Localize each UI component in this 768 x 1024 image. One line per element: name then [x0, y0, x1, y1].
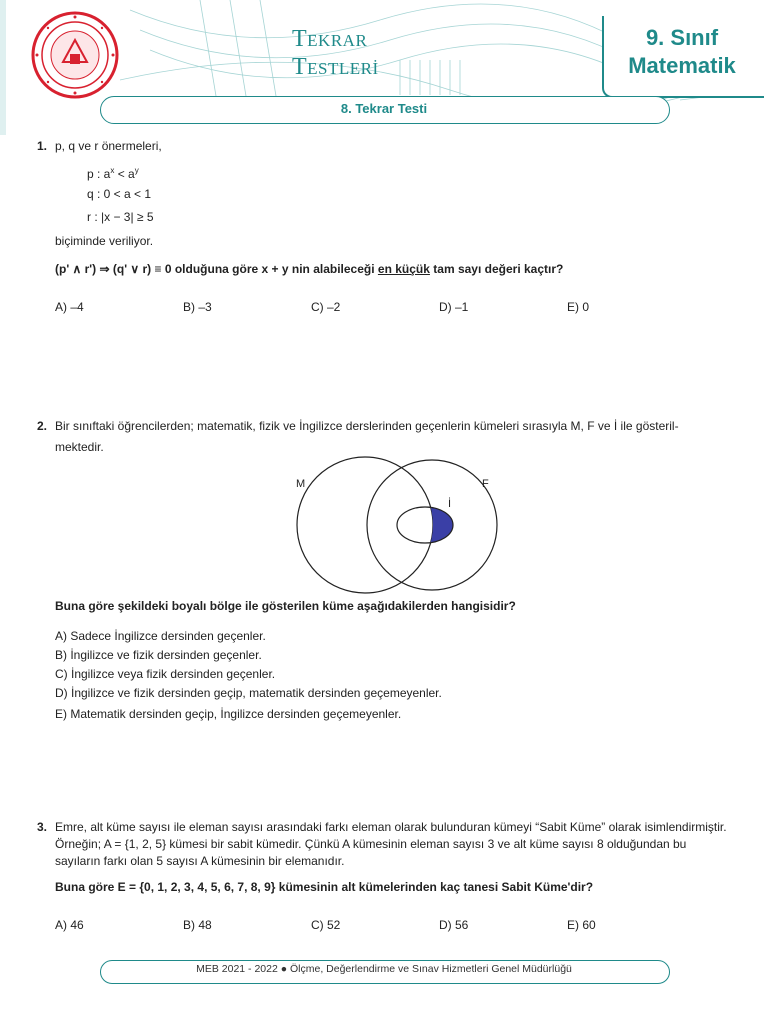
- q3-question: Buna göre E = {0, 1, 2, 3, 4, 5, 6, 7, 8, 9} kümesinin alt kümelerinden kaç tanesi Sabit Küme'dir?: [55, 880, 594, 894]
- q2-text-line2: mektedir.: [55, 440, 104, 454]
- q1-p-definition: p : $a^x < a^y$: [87, 166, 139, 181]
- series-title-initial-1: T: [292, 26, 308, 52]
- q2-option-c[interactable]: C) İngilizce veya fizik dersinden geçenler.: [55, 667, 276, 681]
- q2-option-d[interactable]: D) İngilizce ve fizik dersinden geçip, matematik dersinden geçemeyenler.: [55, 686, 442, 700]
- q1-option-e[interactable]: E) 0: [567, 300, 590, 314]
- q1-given: biçiminde veriliyor.: [55, 234, 154, 248]
- q1-number: 1.: [37, 139, 48, 153]
- grade-label: [612, 24, 752, 80]
- series-title: [292, 26, 379, 82]
- label-m: M: [296, 478, 306, 490]
- venn-diagram: [280, 455, 520, 595]
- q1-question: (p' ∧ r') ⇒ (q' ∨ r) ≡ 0 olduğuna göre x + y nin alabileceği en küçük tam sayı değeri kaçtır?: [55, 262, 564, 276]
- series-title-rest-1: EKRAR: [307, 31, 368, 50]
- test-title: 8. Tekrar Testi: [340, 101, 428, 116]
- q2-number: 2.: [37, 419, 48, 433]
- series-title-rest-2: ESTLERİ: [307, 59, 379, 78]
- label-i: İ: [448, 498, 452, 510]
- q1-option-b[interactable]: B) –3: [183, 300, 212, 314]
- q3-option-d[interactable]: D) 56: [439, 918, 469, 932]
- ministry-logo: [30, 10, 120, 100]
- circle-m: [297, 457, 433, 593]
- q1-option-c[interactable]: C) –2: [311, 300, 341, 314]
- grade-line-1: 9. Sınıf: [645, 25, 719, 50]
- q3-line1: Emre, alt küme sayısı ile eleman sayısı arasındaki farkı eleman olarak bulunduran kümeyi “Sabit Küme” olarak isimlendirmiştir.: [55, 820, 727, 834]
- circle-f: [367, 460, 497, 590]
- q3-option-a[interactable]: A) 46: [55, 918, 84, 932]
- q1-emphasis: en küçük: [377, 262, 430, 276]
- q2-option-b[interactable]: B) İngilizce ve fizik dersinden geçenler.: [55, 648, 262, 662]
- series-title-initial-2: T: [292, 54, 308, 80]
- q1-q-definition: q : 0 < a < 1: [87, 187, 152, 201]
- q2-text-line1: Bir sınıftaki öğrencilerden; matematik, fizik ve İngilizce derslerinden geçenlerin kümeleri sırasıyla M, F ve İ ile gösteril-: [55, 419, 679, 433]
- q1-r-definition: r : |x − 3| ≥ 5: [87, 210, 154, 224]
- q2-question: Buna göre şekildeki boyalı bölge ile gösterilen küme aşağıdakilerden hangisidir?: [55, 599, 516, 613]
- q3-option-e[interactable]: E) 60: [567, 918, 596, 932]
- q1-option-a[interactable]: A) –4: [55, 300, 84, 314]
- grade-line-2: Matematik: [628, 53, 736, 78]
- q3-line2: Örneğin; A = {1, 2, 5} kümesi bir sabit kümedir. Çünkü A kümesinin eleman sayısı 3 ve alt küme sayısı 8 olduğundan bu: [55, 837, 687, 851]
- q2-option-e[interactable]: E) Matematik dersinden geçip, İngilizce dersinden geçemeyenler.: [55, 707, 402, 721]
- q3-option-c[interactable]: C) 52: [311, 918, 341, 932]
- q3-number: 3.: [37, 820, 48, 834]
- q3-line3: sayıların farkı olan 5 sayısı A kümesinin bir elemanıdır.: [55, 854, 345, 868]
- q1-expression: (p' ∧ r') ⇒ (q' ∨ r) ≡ 0: [55, 262, 172, 276]
- q2-option-a[interactable]: A) Sadece İngilizce dersinden geçenler.: [55, 629, 266, 643]
- q3-option-b[interactable]: B) 48: [183, 918, 212, 932]
- label-f: F: [482, 478, 489, 490]
- q1-option-d[interactable]: D) –1: [439, 300, 469, 314]
- footer-text: MEB 2021 - 2022 ● Ölçme, Değerlendirme ve Sınav Hizmetleri Genel Müdürlüğü: [196, 963, 572, 975]
- q1-intro: p, q ve r önermeleri,: [55, 139, 162, 153]
